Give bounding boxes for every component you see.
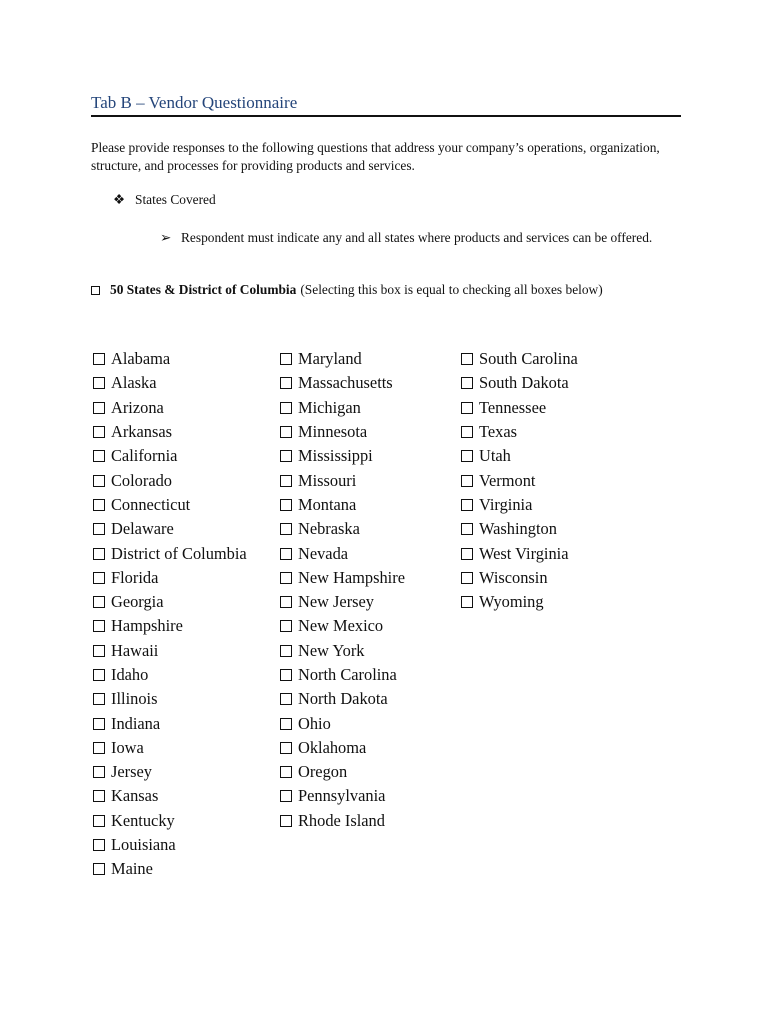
all-states-label: 50 States & District of Columbia xyxy=(110,282,297,297)
section-label: States Covered xyxy=(135,192,216,207)
state-label: Wisconsin xyxy=(479,567,548,587)
state-option-pennsylvania[interactable] xyxy=(280,784,405,808)
state-label: North Carolina xyxy=(298,665,397,684)
state-checkbox[interactable] xyxy=(280,766,292,778)
state-option-maine[interactable] xyxy=(93,857,247,881)
state-option-california[interactable] xyxy=(93,444,247,468)
state-label: New Jersey xyxy=(298,592,375,612)
state-option-ohio[interactable] xyxy=(280,711,405,735)
state-option-florida[interactable] xyxy=(93,566,247,590)
state-checkbox[interactable] xyxy=(461,475,473,487)
state-option-district-of-columbia[interactable] xyxy=(93,541,247,565)
state-label: Illinois xyxy=(111,689,158,709)
state-label: Iowa xyxy=(111,737,144,757)
state-label: Hawaii xyxy=(111,640,159,660)
state-option-colorado[interactable] xyxy=(93,468,247,492)
state-label: Utah xyxy=(479,446,511,466)
state-label: California xyxy=(111,446,178,466)
state-label: Louisiana xyxy=(111,835,176,855)
state-option-new-jersey[interactable] xyxy=(280,590,405,614)
state-option-alabama[interactable] xyxy=(93,347,247,371)
state-checkbox[interactable] xyxy=(280,718,292,730)
state-checkbox[interactable] xyxy=(280,499,292,511)
state-checkbox[interactable] xyxy=(461,523,473,535)
state-option-vermont[interactable] xyxy=(461,468,578,492)
state-label: South Carolina xyxy=(479,349,578,369)
state-label: Kansas xyxy=(111,786,159,806)
state-option-illinois[interactable] xyxy=(93,687,247,711)
state-option-washington[interactable] xyxy=(461,517,578,541)
all-states-option[interactable] xyxy=(91,282,603,298)
state-option-kentucky[interactable] xyxy=(93,809,247,833)
state-option-south-dakota[interactable] xyxy=(461,371,578,395)
state-checkbox[interactable] xyxy=(280,596,292,608)
state-checkbox[interactable] xyxy=(93,863,105,875)
state-label: Vermont xyxy=(479,470,536,490)
instruction-item xyxy=(160,229,680,247)
state-option-massachusetts[interactable] xyxy=(280,371,405,395)
state-option-wisconsin[interactable] xyxy=(461,566,578,590)
state-label: Florida xyxy=(111,567,159,587)
state-label: District of Columbia xyxy=(111,543,247,563)
state-checkbox[interactable] xyxy=(461,596,473,608)
state-option-nevada[interactable] xyxy=(280,541,405,565)
arrow-bullet-icon: ➢ xyxy=(160,230,172,245)
state-option-missouri[interactable] xyxy=(280,468,405,492)
state-label: Indiana xyxy=(111,713,161,733)
state-checkbox[interactable] xyxy=(93,450,105,462)
all-states-note: (Selecting this box is equal to checking all boxes below) xyxy=(300,282,603,297)
state-option-texas[interactable] xyxy=(461,420,578,444)
state-option-georgia[interactable] xyxy=(93,590,247,614)
state-option-maryland[interactable] xyxy=(280,347,405,371)
state-checkbox[interactable] xyxy=(280,815,292,827)
state-option-north-dakota[interactable] xyxy=(280,687,405,711)
state-checkbox[interactable] xyxy=(280,742,292,754)
state-option-hawaii[interactable] xyxy=(93,639,247,663)
state-option-louisiana[interactable] xyxy=(93,833,247,857)
state-option-north-carolina[interactable] xyxy=(280,663,405,687)
state-checkbox[interactable] xyxy=(93,790,105,802)
state-checkbox[interactable] xyxy=(280,353,292,365)
state-option-idaho[interactable] xyxy=(93,663,247,687)
states-column-1 xyxy=(93,347,247,882)
state-option-utah[interactable] xyxy=(461,444,578,468)
state-label: Wyoming xyxy=(479,592,544,612)
state-checkbox[interactable] xyxy=(280,790,292,802)
state-checkbox[interactable] xyxy=(93,499,105,511)
state-option-arkansas[interactable] xyxy=(93,420,247,444)
state-label: Arizona xyxy=(111,397,164,417)
state-checkbox[interactable] xyxy=(93,718,105,730)
state-checkbox[interactable] xyxy=(93,839,105,851)
state-option-montana[interactable] xyxy=(280,493,405,517)
state-label: Oklahoma xyxy=(298,737,367,757)
state-option-arizona[interactable] xyxy=(93,396,247,420)
state-checkbox[interactable] xyxy=(93,742,105,754)
state-checkbox[interactable] xyxy=(93,669,105,681)
state-label: Oregon xyxy=(298,762,348,782)
section-states-covered xyxy=(113,192,216,208)
state-checkbox[interactable] xyxy=(461,499,473,511)
state-option-alaska[interactable] xyxy=(93,371,247,395)
state-checkbox[interactable] xyxy=(93,572,105,584)
state-label: Virginia xyxy=(479,494,533,514)
state-checkbox[interactable] xyxy=(93,596,105,608)
state-checkbox[interactable] xyxy=(93,645,105,657)
state-label: Washington xyxy=(479,519,557,539)
state-label: Tennessee xyxy=(479,397,547,417)
state-option-michigan[interactable] xyxy=(280,396,405,420)
state-label: Texas xyxy=(479,422,517,442)
page-title: Tab B – Vendor Questionnaire xyxy=(91,93,681,117)
state-label: Massachusetts xyxy=(298,373,393,393)
state-checkbox[interactable] xyxy=(93,620,105,632)
state-label: Hampshire xyxy=(111,616,183,636)
state-option-kansas[interactable] xyxy=(93,784,247,808)
state-checkbox[interactable] xyxy=(461,353,473,365)
state-label: Arkansas xyxy=(111,422,172,442)
state-label: Alaska xyxy=(111,373,157,393)
intro-paragraph: Please provide responses to the following questions that address your company’s operations, organization, structure, and processes for providing products and services. xyxy=(91,140,660,173)
state-checkbox[interactable] xyxy=(93,766,105,778)
state-label: New York xyxy=(298,640,365,660)
state-option-west-virginia[interactable] xyxy=(461,541,578,565)
state-label: Montana xyxy=(298,494,357,514)
state-label: Nevada xyxy=(298,543,349,563)
state-option-jersey[interactable] xyxy=(93,760,247,784)
state-checkbox[interactable] xyxy=(280,402,292,414)
state-option-connecticut[interactable] xyxy=(93,493,247,517)
state-option-wyoming[interactable] xyxy=(461,590,578,614)
state-label: Idaho xyxy=(111,665,149,684)
state-option-iowa[interactable] xyxy=(93,736,247,760)
diamond-bullet-icon: ❖ xyxy=(113,192,126,207)
state-checkbox[interactable] xyxy=(280,426,292,438)
state-checkbox[interactable] xyxy=(93,693,105,705)
state-option-indiana[interactable] xyxy=(93,711,247,735)
state-option-south-carolina[interactable] xyxy=(461,347,578,371)
state-checkbox[interactable] xyxy=(93,426,105,438)
state-label: Minnesota xyxy=(298,422,368,442)
state-checkbox[interactable] xyxy=(280,693,292,705)
state-label: West Virginia xyxy=(479,543,569,563)
state-option-oregon[interactable] xyxy=(280,760,405,784)
state-label: New Mexico xyxy=(298,616,384,636)
state-checkbox[interactable] xyxy=(461,426,473,438)
state-option-rhode-island[interactable] xyxy=(280,809,405,833)
state-checkbox[interactable] xyxy=(280,645,292,657)
state-option-hampshire[interactable] xyxy=(93,614,247,638)
state-label: Mississippi xyxy=(298,446,373,466)
state-label: Maine xyxy=(111,859,153,879)
state-checkbox[interactable] xyxy=(461,450,473,462)
state-label: Colorado xyxy=(111,470,173,490)
state-label: Maryland xyxy=(298,349,362,369)
state-option-virginia[interactable] xyxy=(461,493,578,517)
state-option-mississippi[interactable] xyxy=(280,444,405,468)
state-checkbox[interactable] xyxy=(93,548,105,560)
all-states-checkbox[interactable] xyxy=(91,286,100,295)
state-checkbox[interactable] xyxy=(280,669,292,681)
state-checkbox[interactable] xyxy=(93,475,105,487)
state-label: Delaware xyxy=(111,519,174,539)
state-checkbox[interactable] xyxy=(461,548,473,560)
state-checkbox[interactable] xyxy=(461,377,473,389)
state-option-new-york[interactable] xyxy=(280,639,405,663)
state-checkbox[interactable] xyxy=(461,402,473,414)
states-column-3 xyxy=(461,347,578,614)
state-checkbox[interactable] xyxy=(280,620,292,632)
states-column-2 xyxy=(280,347,405,833)
state-option-nebraska[interactable] xyxy=(280,517,405,541)
state-label: Georgia xyxy=(111,592,164,612)
state-checkbox[interactable] xyxy=(280,572,292,584)
state-option-minnesota[interactable] xyxy=(280,420,405,444)
state-checkbox[interactable] xyxy=(93,402,105,414)
state-label: New Hampshire xyxy=(298,567,405,587)
state-label: Ohio xyxy=(298,713,331,733)
state-label: Kentucky xyxy=(111,810,175,830)
state-option-new-mexico[interactable] xyxy=(280,614,405,638)
state-checkbox[interactable] xyxy=(280,377,292,389)
state-label: Nebraska xyxy=(298,519,360,539)
state-option-delaware[interactable] xyxy=(93,517,247,541)
state-label: Jersey xyxy=(111,762,152,782)
state-label: Alabama xyxy=(111,349,171,369)
state-option-oklahoma[interactable] xyxy=(280,736,405,760)
state-checkbox[interactable] xyxy=(93,523,105,535)
state-checkbox[interactable] xyxy=(461,572,473,584)
state-checkbox[interactable] xyxy=(280,548,292,560)
state-checkbox[interactable] xyxy=(280,523,292,535)
state-checkbox[interactable] xyxy=(93,353,105,365)
state-option-new-hampshire[interactable] xyxy=(280,566,405,590)
state-label: Pennsylvania xyxy=(298,786,386,806)
state-label: Michigan xyxy=(298,397,361,417)
instruction-text: Respondent must indicate any and all states where products and services can be offered. xyxy=(181,230,653,245)
state-label: Connecticut xyxy=(111,494,191,514)
state-checkbox[interactable] xyxy=(280,475,292,487)
state-label: South Dakota xyxy=(479,373,569,393)
state-checkbox[interactable] xyxy=(93,815,105,827)
state-checkbox[interactable] xyxy=(93,377,105,389)
state-label: Rhode Island xyxy=(298,810,385,830)
state-label: North Dakota xyxy=(298,689,388,709)
state-label: Missouri xyxy=(298,470,357,490)
state-option-tennessee[interactable] xyxy=(461,396,578,420)
state-checkbox[interactable] xyxy=(280,450,292,462)
